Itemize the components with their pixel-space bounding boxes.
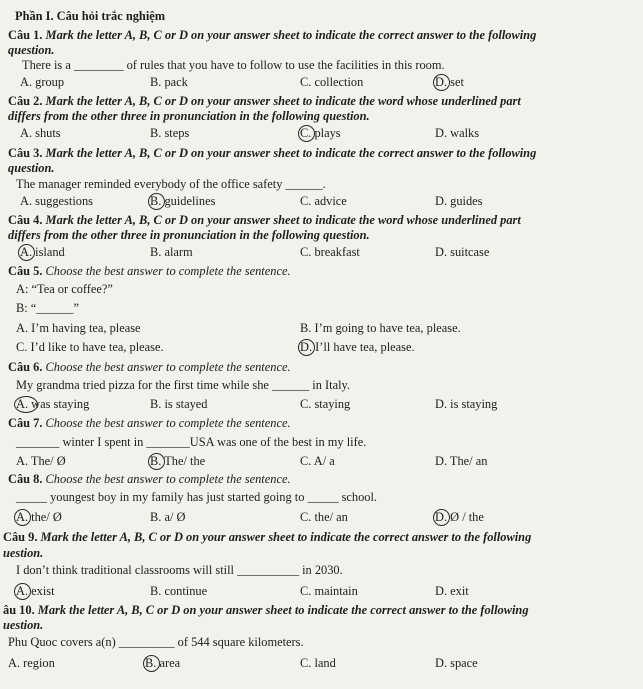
q6-instruction-text: Choose the best answer to complete the sentence. — [45, 360, 291, 374]
q5-number: Câu 5. — [8, 264, 43, 278]
q1-option-b[interactable]: B. pack — [150, 75, 188, 89]
q2-option-a[interactable]: A. shuts — [20, 126, 61, 140]
answer-circle-mark — [298, 339, 315, 356]
q4-instruction-cont: differs from the other three in pronunciation in the following question. — [8, 228, 370, 242]
q2-option-c[interactable]: C. plays — [300, 126, 341, 140]
q6-number: Câu 6. — [8, 360, 43, 374]
q5-option-b[interactable]: B. I’m going to have tea, please. — [300, 321, 461, 335]
q6-stem: My grandma tried pizza for the first time while she ______ in Italy. — [16, 378, 350, 392]
q1-option-c[interactable]: C. collection — [300, 75, 364, 89]
q10-number: âu 10. — [3, 603, 35, 617]
q4-instruction-text: Mark the letter A, B, C or D on your answer sheet to indicate the word whose underlined part — [45, 213, 521, 227]
q4-instruction — [8, 213, 521, 228]
q5-option-a[interactable]: A. I’m having tea, please — [16, 321, 141, 335]
q9-instruction-cont: uestion. — [3, 546, 44, 560]
q3-option-a[interactable]: A. suggestions — [20, 194, 93, 208]
q6-option-a[interactable]: A. was staying — [16, 397, 90, 411]
answer-circle-mark — [143, 655, 160, 672]
q6-option-d[interactable]: D. is staying — [435, 397, 498, 411]
q8-option-d[interactable]: D. Ø / the — [435, 510, 484, 524]
q10-option-b[interactable]: B. area — [145, 656, 181, 670]
q9-option-a[interactable]: A. exist — [16, 584, 55, 598]
q9-option-c[interactable]: C. maintain — [300, 584, 358, 598]
q6-instruction — [8, 360, 291, 375]
answer-circle-mark — [433, 74, 450, 91]
q5-option-c[interactable]: C. I’d like to have tea, please. — [16, 340, 164, 354]
q1-stem: There is a ________ of rules that you have to follow to use the facilities in this room. — [22, 58, 445, 72]
q8-instruction-text: Choose the best answer to complete the sentence. — [45, 472, 291, 486]
q1-instruction-cont: question. — [8, 43, 55, 57]
q2-option-b[interactable]: B. steps — [150, 126, 190, 140]
q8-option-c[interactable]: C. the/ an — [300, 510, 348, 524]
q1-option-d[interactable]: D. set — [435, 75, 464, 89]
q1-instruction — [8, 28, 536, 43]
q4-option-a[interactable]: A. island — [20, 245, 65, 259]
q9-instruction — [3, 530, 531, 545]
q9-option-d[interactable]: D. exit — [435, 584, 469, 598]
q9-number: Câu 9. — [3, 530, 38, 544]
q8-instruction — [8, 472, 291, 487]
q4-option-c[interactable]: C. breakfast — [300, 245, 360, 259]
q10-instruction — [3, 603, 529, 618]
q3-option-b[interactable]: B. guidelines — [150, 194, 216, 208]
q7-instruction-text: Choose the best answer to complete the sentence. — [45, 416, 291, 430]
answer-circle-mark — [148, 453, 165, 470]
q1-instruction-text: Mark the letter A, B, C or D on your answer sheet to indicate the correct answer to the following — [45, 28, 537, 42]
q4-option-b[interactable]: B. alarm — [150, 245, 193, 259]
q2-instruction-text: Mark the letter A, B, C or D on your answer sheet to indicate the word whose underlined part — [45, 94, 521, 108]
q8-stem: _____ youngest boy in my family has just started going to _____ school. — [16, 490, 378, 504]
q7-stem: _______ winter I spent in _______USA was one of the best in my life. — [16, 435, 367, 449]
q3-option-d[interactable]: D. guides — [435, 194, 483, 208]
q5-instruction — [8, 264, 291, 279]
q1-number: Câu 1. — [8, 28, 43, 42]
q10-option-c[interactable]: C. land — [300, 656, 336, 670]
q10-stem: Phu Quoc covers a(n) _________ of 544 square kilometers. — [8, 635, 304, 649]
q2-instruction — [8, 94, 521, 109]
q10-option-d[interactable]: D. space — [435, 656, 478, 670]
q3-instruction-cont: question. — [8, 161, 55, 175]
answer-circle-mark — [14, 396, 38, 413]
q4-option-d[interactable]: D. suitcase — [435, 245, 490, 259]
answer-circle-mark — [14, 583, 31, 600]
q8-number: Câu 8. — [8, 472, 43, 486]
q5-option-d[interactable]: D. I’ll have tea, please. — [300, 340, 415, 354]
q7-instruction — [8, 416, 291, 431]
section-title: Phần I. Câu hỏi trắc nghiệm — [15, 9, 166, 23]
q3-instruction — [8, 146, 536, 161]
q6-option-c[interactable]: C. staying — [300, 397, 351, 411]
q2-instruction-cont: differs from the other three in pronunciation in the following question. — [8, 109, 370, 123]
q3-stem: The manager reminded everybody of the office safety ______. — [16, 177, 326, 191]
q3-option-c[interactable]: C. advice — [300, 194, 347, 208]
q6-option-b[interactable]: B. is stayed — [150, 397, 208, 411]
q9-stem: I don’t think traditional classrooms will still __________ in 2030. — [16, 563, 343, 577]
q7-option-a[interactable]: A. The/ Ø — [16, 454, 66, 468]
answer-circle-mark — [298, 125, 315, 142]
q1-option-a[interactable]: A. group — [20, 75, 65, 89]
q7-option-d[interactable]: D. The/ an — [435, 454, 488, 468]
q8-option-b[interactable]: B. a/ Ø — [150, 510, 186, 524]
q4-number: Câu 4. — [8, 213, 43, 227]
q2-number: Câu 2. — [8, 94, 43, 108]
q9-option-b[interactable]: B. continue — [150, 584, 208, 598]
answer-circle-mark — [148, 193, 165, 210]
q5-dialogue-b: B: “______” — [16, 301, 79, 315]
q7-option-c[interactable]: C. A/ a — [300, 454, 335, 468]
answer-circle-mark — [433, 509, 450, 526]
q7-option-b[interactable]: B. The/ the — [150, 454, 206, 468]
q5-instruction-text: Choose the best answer to complete the sentence. — [45, 264, 291, 278]
q2-option-d[interactable]: D. walks — [435, 126, 480, 140]
q10-instruction-cont: uestion. — [3, 618, 44, 632]
q7-number: Câu 7. — [8, 416, 43, 430]
q10-instruction-text: Mark the letter A, B, C or D on your answer sheet to indicate the correct answer to the following — [37, 603, 529, 617]
q5-dialogue-a: A: “Tea or coffee?” — [16, 282, 113, 296]
q3-instruction-text: Mark the letter A, B, C or D on your answer sheet to indicate the correct answer to the following — [45, 146, 537, 160]
answer-circle-mark — [14, 509, 31, 526]
q10-option-a[interactable]: A. region — [8, 656, 55, 670]
q9-instruction-text: Mark the letter A, B, C or D on your answer sheet to indicate the correct answer to the following — [40, 530, 532, 544]
q8-option-a[interactable]: A. the/ Ø — [16, 510, 62, 524]
q3-number: Câu 3. — [8, 146, 43, 160]
answer-circle-mark — [18, 244, 35, 261]
